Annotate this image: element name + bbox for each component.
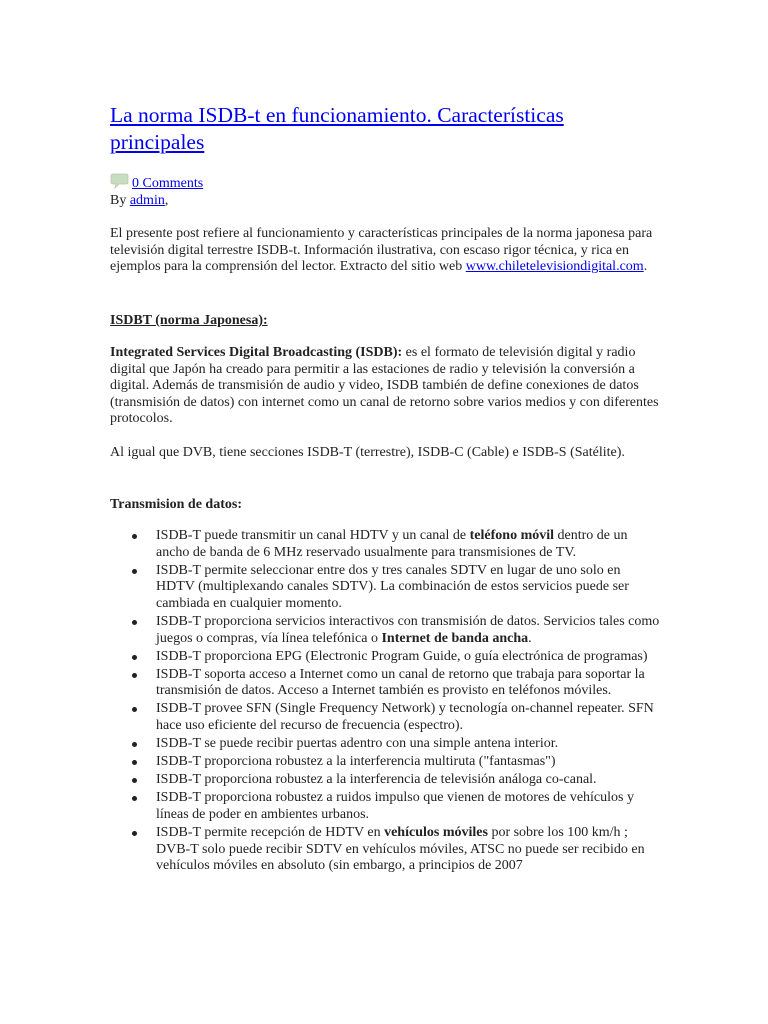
isdb-paragraph (110, 345, 660, 428)
bullet-dot-icon (132, 673, 137, 678)
section-heading-isdbt: ISDBT (norma Japonesa): (110, 313, 268, 328)
site-suffix: . (643, 259, 648, 274)
bullet-dot-icon (132, 655, 137, 660)
isdb-text: es el formato de televisión digital y radio digital que Japón ha creado para permitir a las estaciones de radio y televisión la conversión a digital. Además de transmisión de audio y video, ISDB también de define conexiones de datos (transmisión de datos) con internet como un canal de retorno sobre varios medios y con diferentes protocolos. (110, 345, 659, 426)
list-item: ISDB-T proporciona robustez a la interferencia multiruta ("fantasmas") (110, 754, 660, 771)
section-heading-transmision: Transmision de datos: (110, 497, 242, 512)
bullet-dot-icon (132, 569, 137, 574)
author-link[interactable]: admin (129, 193, 165, 208)
bullet-dot-icon (132, 707, 137, 712)
list-item: ISDB-T proporciona robustez a ruidos impulso que vienen de motores de vehículos y líneas de poder en ambientes urbanos. (110, 790, 660, 823)
bullet-dot-icon (132, 760, 137, 765)
list-item: ISDB-T proporciona EPG (Electronic Program Guide, o guía electrónica de programas) (110, 649, 660, 666)
post-title-text: La norma ISDB-t en funcionamiento. Características principales (110, 103, 564, 154)
bullet-dot-icon (132, 831, 137, 836)
comments-row (110, 172, 203, 192)
bullet-dot-icon (132, 534, 137, 539)
isdb-bold-lead: Integrated Services Digital Broadcasting (ISDB): (110, 345, 403, 360)
bullet-dot-icon (132, 620, 137, 625)
list-item: ISDB-T proporciona robustez a la interferencia de televisión análoga co-canal. (110, 772, 660, 789)
list-item: ISDB-T provee SFN (Single Frequency Network) y tecnología on-channel repeater. SFN hace uso eficiente del recurso de frecuencia (espectro). (110, 701, 660, 734)
list-item: ISDB-T permite recepción de HDTV en vehículos móviles por sobre los 100 km/h ; DVB-T solo puede recibir SDTV en vehículos móviles, ATSC no puede ser recibido en vehículos móviles en absoluto (sin embargo, a principios de 2007 (110, 825, 660, 875)
byline (110, 192, 168, 209)
post-title-link[interactable] (110, 102, 660, 156)
bullet-dot-icon (132, 742, 137, 747)
dvb-paragraph: Al igual que DVB, tiene secciones ISDB-T (terrestre), ISDB-C (Cable) e ISDB-S (Satélite). (110, 445, 625, 460)
list-item: ISDB-T soporta acceso a Internet como un canal de retorno que trabaja para soportar la transmisión de datos. Acceso a Internet también es provisto en teléfonos móviles. (110, 667, 660, 700)
author-suffix: , (164, 193, 169, 208)
intro-paragraph (110, 226, 660, 276)
by-label: By (110, 193, 130, 208)
list-item: ISDB-T se puede recibir puertas adentro con una simple antena interior. (110, 736, 660, 753)
list-item: ISDB-T proporciona servicios interactivos con transmisión de datos. Servicios tales como juegos o compras, vía línea telefónica o Internet de banda ancha. (110, 614, 660, 647)
list-item: ISDB-T permite seleccionar entre dos y tres canales SDTV en lugar de uno solo en HDTV (multiplexando canales SDTV). La combinación de estos servicios puede ser cambiada en cualquier momento. (110, 563, 660, 613)
comment-bubble-icon (110, 172, 130, 190)
bullet-dot-icon (132, 796, 137, 801)
features-list (110, 528, 660, 876)
bullet-dot-icon (132, 778, 137, 783)
site-link[interactable]: www.chiletelevisiondigital.com (465, 259, 644, 274)
list-item: ISDB-T puede transmitir un canal HDTV y un canal de teléfono móvil dentro de un ancho de banda de 6 MHz reservado usualmente para transmisiones de TV. (110, 528, 660, 561)
intro-text: El presente post refiere al funcionamiento y características principales de la norma japonesa para televisión digital terrestre ISDB-t. Información ilustrativa, con escaso rigor técnica, y rica en ejemplos para la comprensión del lector. Extracto del sitio web (110, 226, 653, 274)
comments-link[interactable]: 0 Comments (132, 176, 204, 191)
